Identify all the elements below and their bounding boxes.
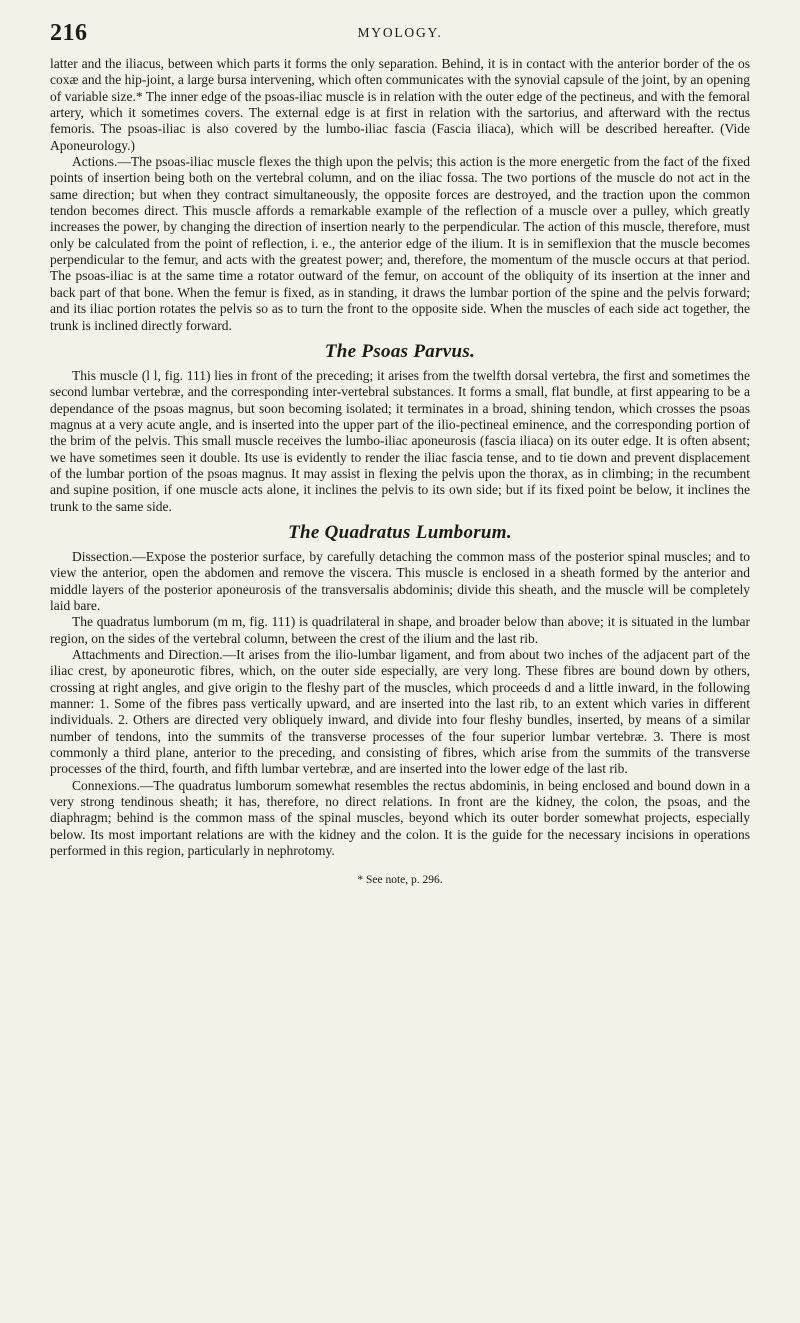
paragraph-dissection: Dissection.—Expose the posterior surface, by carefully detaching the common mass of the posterior spinal muscles; and to view the anterior, open the abdomen and remove the viscera. This muscle is enclosed in a sheath formed by the anterior and middle layers of the posterior aponeurosis of the transversalis abdominis; divide this sheath, and the muscle will be completely laid bare. bbox=[50, 548, 750, 613]
paragraph-attachments: Attachments and Direction.—It arises from the ilio-lumbar ligament, and from about two inches of the adjacent part of the iliac crest, by aponeurotic fibres, which, on the outer side especially, are very long. These fibres are bound down by others, crossing at right angles, and give origin to the fleshy part of the muscles, which proceeds d and a little inward, in the following manner: 1. Some of the fibres pass vertically upward, and are inserted into the last rib, to an extent which varies in different individuals. 2. Others are directed very obliquely inward, and divide into four fleshy bundles, inserted, by means of a similar number of tendons, into the summits of the transverse processes of the four superior lumbar vertebræ. 3. There is most commonly a third plane, anterior to the preceding, and consisting of fibres, which arise from the summits of the transverse processes of the third, fourth, and fifth lumbar vertebræ, and are inserted into the lower edge of the last rib. bbox=[50, 647, 750, 777]
page-number: 216 bbox=[50, 20, 88, 46]
paragraph-connexions: Connexions.—The quadratus lumborum somewhat resembles the rectus abdominis, in being enclosed and bound down in a very strong tendinous sheath; it has, therefore, no direct relations. In front are the kidney, the colon, the psoas, and the diaphragm; behind is the common mass of the spinal muscles, beyond which its outer border somewhat projects, especially below. Its most important relations are with the kidney and the colon. It is the guide for the necessary incisions in operations performed in this region, particularly in nephrotomy. bbox=[50, 777, 750, 859]
paragraph-psoas-parvus: This muscle (l l, fig. 111) lies in front of the preceding; it arises from the twelfth dorsal vertebra, the first and sometimes the second lumbar vertebræ, and the corresponding inter-vertebral substances. It forms a small, flat bundle, at first appearing to be a dependance of the psoas magnus, but soon becoming isolated; it terminates in a broad, shining tendon, which crosses the psoas magnus at a very acute angle, and is inserted into the upper part of the ilio-pectineal eminence, and the corresponding portion of the brim of the pelvis. This small muscle receives the lumbo-iliac aponeurosis (fascia iliaca) on its outer edge. It is often absent; we have sometimes seen it double. Its use is evidently to render the iliac fascia tense, and to tie down and prevent displacement of the lumbar portion of the psoas magnus. It may assist in flexing the pelvis upon the thorax, as in climbing; in the recumbent and supine position, if one muscle acts alone, it inclines the pelvis to its own side; but if its fixed point be below, it inclines the trunk to the same side. bbox=[50, 367, 750, 514]
running-head bbox=[50, 20, 750, 50]
running-title: MYOLOGY. bbox=[357, 25, 443, 40]
footnote: * See note, p. 296. bbox=[357, 874, 443, 887]
paragraph-description: The quadratus lumborum (m m, fig. 111) is quadrilateral in shape, and broader below than above; it is situated in the lumbar region, on the sides of the vertebral column, between the crest of the ilium and the last rib. bbox=[50, 614, 750, 646]
paragraph-actions: Actions.—The psoas-iliac muscle flexes the thigh upon the pelvis; this action is the more energetic from the fact of the fixed points of insertion being both on the vertebral column, and on the iliac fossa. The two portions of the muscle do not act in the same direction; but when they contract simultaneously, the opposite forces are destroyed, and the traction upon the common tendon becomes direct. This muscle affords a remarkable example of the reflection of a muscle over a pulley, which greatly increases the power, by changing the direction of insertion nearly to the perpendicular. The action of this muscle, therefore, must only be calculated from the point of reflection, i. e., the anterior edge of the ilium. It is in semiflexion that the muscle becomes perpendicular to the femur, and acts with the greatest power; and, therefore, the momentum of the muscle occurs at that period. The psoas-iliac is at the same time a rotator outward of the femur, on account of the obliquity of its insertion at the inner and back part of that bone. When the femur is fixed, as in standing, it draws the lumbar portion of the spine and the pelvis forward; and its iliac portion rotates the pelvis so as to turn the front to the opposite side. When the muscles of each side act together, the trunk is inclined directly forward. bbox=[50, 154, 750, 333]
section-heading-psoas-parvus: The Psoas Parvus. bbox=[324, 340, 476, 362]
section-heading-quadratus-lumborum: The Quadratus Lumborum. bbox=[288, 521, 512, 543]
paragraph-continued: latter and the iliacus, between which parts it forms the only separation. Behind, it is in contact with the anterior border of the os coxæ and the hip-joint, a large bursa intervening, which often communicates with the synovial capsule of the joint, by an opening of variable size.* The inner edge of the psoas-iliac muscle is in relation with the outer edge of the pectineus, and with the femoral artery, which it sometimes covers. The external edge is at first in relation with the sartorius, and afterward with the rectus femoris. The psoas-iliac is also covered by the lumbo-iliac fascia (Fascia iliaca), which will be described hereafter. (Vide Aponeurology.) bbox=[50, 56, 750, 153]
body-text bbox=[50, 56, 750, 859]
